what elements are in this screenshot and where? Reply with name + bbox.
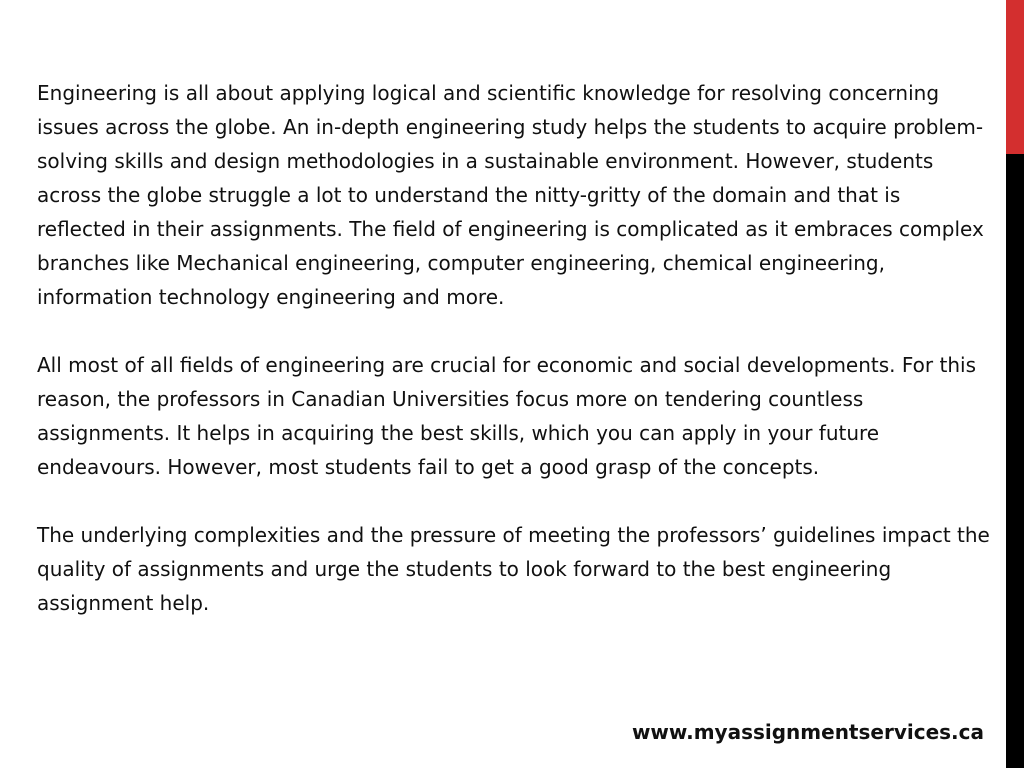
accent-bar-black: [1006, 154, 1024, 768]
paragraph-engineering-intro: Engineering is all about applying logical and scientific knowledge for resolving concerning issues across the globe. An in-depth engineering study helps the students to acquire problem-solving skills and design methodologies in a sustainable environment. However, students across the globe struggle a lot to understand the nitty-gritty of the domain and that is reflected in their assignments. The field of engineering is complicated as it embraces complex branches like Mechanical engineering, computer engineering, chemical engineering, information technology engineering and more.: [37, 81, 984, 309]
accent-bar: [1006, 0, 1024, 768]
accent-bar-red: [1006, 0, 1024, 154]
paragraph-fields-importance: All most of all fields of engineering are crucial for economic and social developments. For this reason, the professors in Canadian Universities focus more on tendering countless assignments. It helps in acquiring the best skills, which you can apply in your future endeavours. However, most students fail to get a good grasp of the concepts.: [37, 353, 976, 479]
footer-website-url: www.myassignmentservices.ca: [631, 720, 984, 744]
body-text: [37, 76, 992, 620]
paragraph-complexities: The underlying complexities and the pressure of meeting the professors’ guidelines impact the quality of assignments and urge the students to look forward to the best engineering assignment help.: [37, 523, 990, 615]
